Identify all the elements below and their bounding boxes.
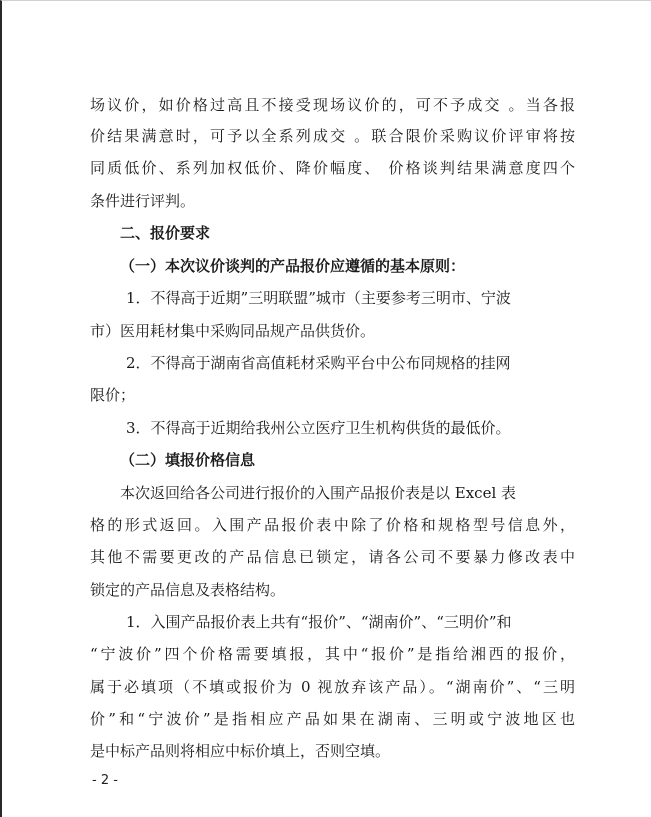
paragraph-line: 锁定的产品信息及表格结构。: [90, 581, 286, 599]
paragraph-line: 3．不得高于近期给我州公立医疗卫生机构供货的最低价。: [126, 419, 511, 437]
paragraph-line: 价”和“宁波价”是指相应产品如果在湖南、三明或宁波地区也: [90, 710, 575, 728]
section-heading: 二、报价要求: [120, 224, 211, 242]
paragraph-line: 1．入围产品报价表上共有“报价”、“湖南价”、“三明价”和: [126, 613, 512, 631]
paragraph-line: 格的形式返回。入围产品报价表中除了价格和规格型号信息外，: [90, 516, 575, 534]
paragraph-line: 同质低价、系列加权低价、降价幅度、 价格谈判结果满意度四个: [90, 159, 575, 177]
paragraph-line: 场议价，如价格过高且不接受现场议价的，可不予成交 。当各报: [90, 96, 575, 114]
paragraph-line: 属于必填项（不填或报价为 0 视放弃该产品）。“湖南价”、“三明: [90, 678, 575, 696]
paragraph-line: 价结果满意时，可予以全系列成交 。联合限价采购议价评审将按: [90, 127, 575, 145]
paragraph-line: 其他不需要更改的产品信息已锁定，请各公司不要暴力修改表中: [90, 548, 575, 566]
paragraph-line: 本次返回给各公司进行报价的入围产品报价表是以 Excel 表: [120, 484, 517, 502]
paragraph-line: 条件进行评判。: [90, 192, 196, 210]
paragraph-line: 2．不得高于湖南省高值耗材采购平台中公布同规格的挂网: [126, 354, 511, 372]
paragraph-line: 市）医用耗材集中采购同品规产品供货价。: [90, 322, 376, 340]
section-heading: （一）本次议价谈判的产品报价应遵循的基本原则：: [120, 257, 466, 275]
paragraph-line: “宁波价”四个价格需要填报，其中“报价”是指给湘西的报价，: [90, 645, 575, 663]
paragraph-line: 1．不得高于近期”三明联盟”城市（主要参考三明市、宁波: [126, 289, 511, 307]
paragraph-line: 限价；: [90, 386, 136, 404]
paragraph-line: 是中标产品则将相应中标价填上，否则空填。: [90, 742, 391, 760]
section-heading: （二）填报价格信息: [120, 451, 256, 469]
page-number: - 2 -: [92, 773, 118, 788]
